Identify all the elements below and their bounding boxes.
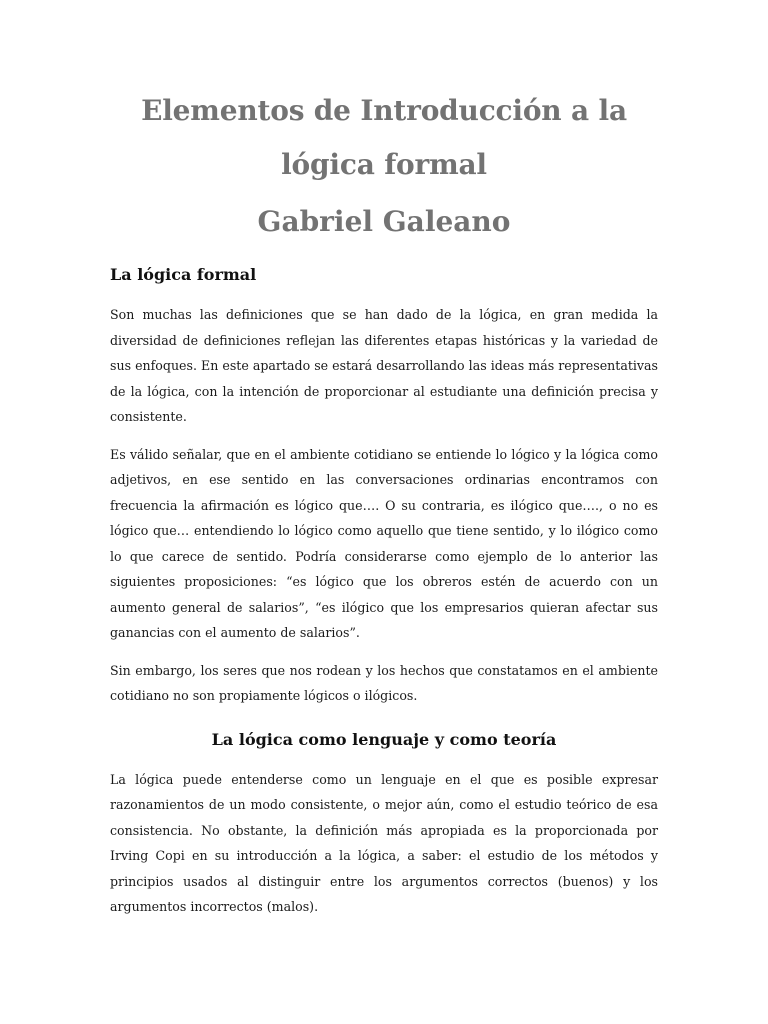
document-author: Gabriel Galeano [257,205,511,238]
paragraph: Es válido señalar, que en el ambiente cotidiano se entiende lo lógico y la lógica como adjetivos, en ese sentido en las conversaciones ordinarias encontramos con frecuencia la afirmación es lógico que…. O su contraria, es ilógico que…., o no es lógico que… entendiendo lo lógico como aquello que tiene sentido, y lo ilógico como lo que carece de sentido. Podría considerarse como ejemplo de lo anterior las siguientes proposiciones: “es lógico que los obreros estén de acuerdo con un aumento general de salarios”, “es ilógico que los empresarios quieran afectar sus ganancias con el aumento de salarios”. [110,446,658,640]
section-logica-formal [110,262,658,709]
section-lenguaje-teoria [110,727,658,920]
paragraph: La lógica puede entenderse como un lenguaje en el que es posible expresar razonamientos de un modo consistente, o mejor aún, como el estudio teórico de esa consistencia. No obstante, la definición más apropiada es la proporcionada por Irving Copi en su introducción a la lógica, a saber: el estudio de los métodos y principios usados al distinguir entre los argumentos correctos (buenos) y los argumentos incorrectos (malos). [110,771,658,914]
document-title: Elementos de Introducción a la lógica formal [141,94,627,181]
paragraph: Son muchas las definiciones que se han dado de la lógica, en gran medida la diversidad de definiciones reflejan las diferentes etapas históricas y la variedad de sus enfoques. En este apartado se estará desarrollando las ideas más representativas de la lógica, con la intención de proporcionar al estudiante una definición precisa y consistente. [110,307,658,424]
section-heading: La lógica formal [110,265,257,284]
paragraph: Sin embargo, los seres que nos rodean y los hechos que constatamos en el ambiente cotidiano no son propiamente lógicos o ilógicos. [110,662,658,703]
section-heading: La lógica como lenguaje y como teoría [211,729,557,749]
